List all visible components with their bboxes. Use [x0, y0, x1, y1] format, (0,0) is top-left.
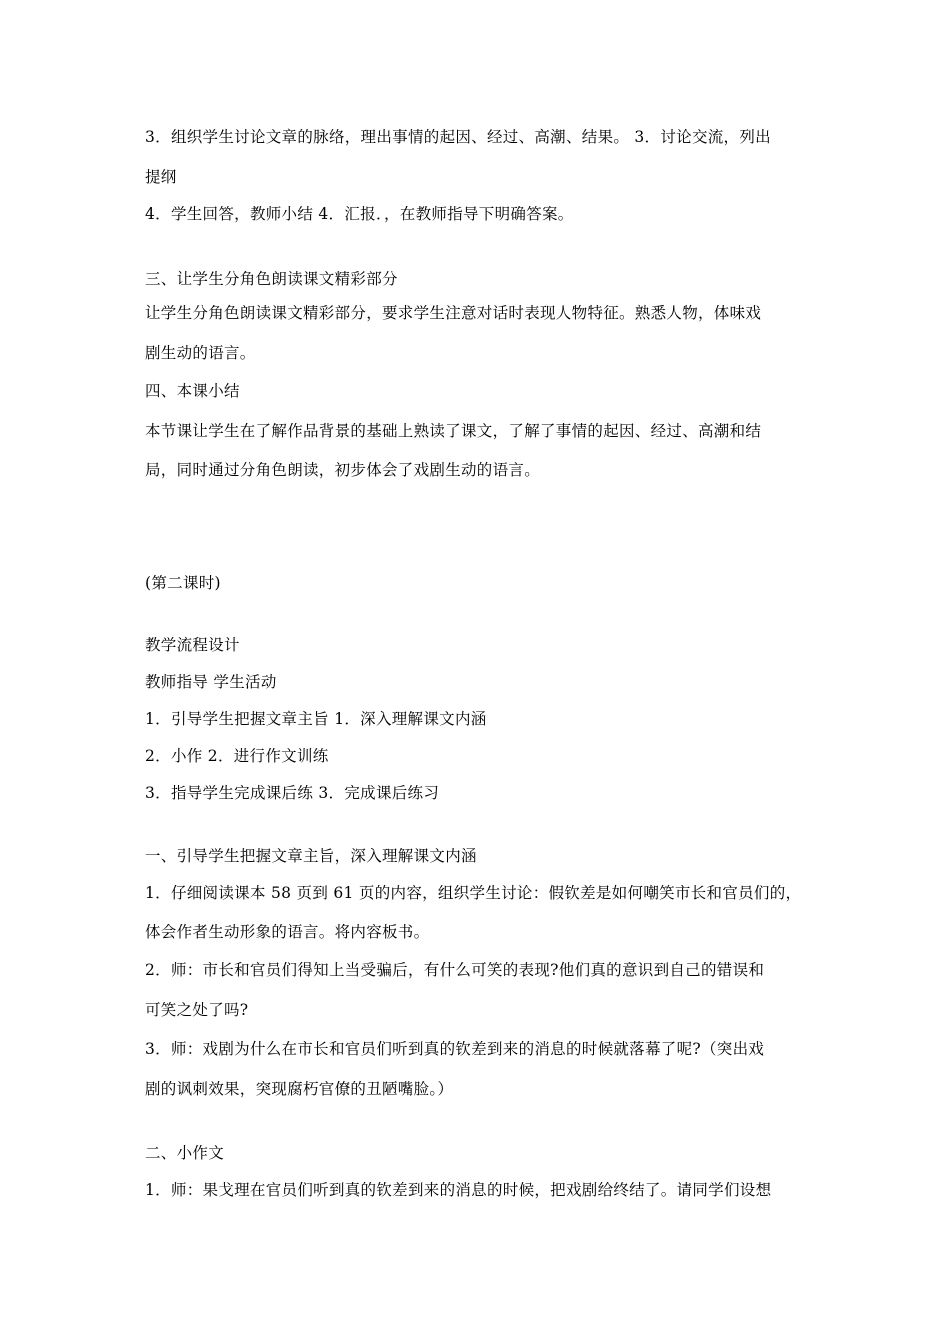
text-line: 可笑之处了吗?	[145, 1001, 249, 1019]
section-heading: 二、小作文	[145, 1144, 225, 1162]
text-line: 提纲	[145, 168, 177, 186]
text-line: 3．组织学生讨论文章的脉络，理出事情的起因、经过、高潮、结果。 3．讨论交流，列出	[145, 128, 771, 146]
text-line: 3．指导学生完成课后练 3．完成课后练习	[145, 784, 440, 802]
section-heading: 教学流程设计	[145, 636, 240, 654]
text-line: 1．引导学生把握文章主旨 1．深入理解课文内涵	[145, 710, 487, 728]
text-line: 1．师：果戈理在官员们听到真的钦差到来的消息的时候，把戏剧给终结了。请同学们设想	[145, 1181, 772, 1199]
text-line: 4．学生回答，教师小结 4．汇报．，在教师指导下明确答案。	[145, 205, 574, 223]
text-line: 3．师：戏剧为什么在市长和官员们听到真的钦差到来的消息的时候就落幕了呢?（突出戏	[145, 1040, 765, 1058]
section-heading: 一、引导学生把握文章主旨，深入理解课文内涵	[145, 847, 477, 865]
text-line: 1．仔细阅读课本 58 页到 61 页的内容，组织学生讨论：假钦差是如何嘲笑市长和官员们的，	[145, 884, 802, 902]
text-line: 局，同时通过分角色朗读，初步体会了戏剧生动的语言。	[145, 461, 541, 479]
section-heading: 三、让学生分角色朗读课文精彩部分	[145, 270, 398, 288]
section-heading: 四、本课小结	[145, 382, 240, 400]
text-line: 剧的讽刺效果，突现腐朽官僚的丑陋嘴脸。）	[145, 1080, 454, 1098]
text-line: 2．师：市长和官员们得知上当受骗后，有什么可笑的表现?他们真的意识到自己的错误和	[145, 961, 765, 979]
text-line: 体会作者生动形象的语言。将内容板书。	[145, 923, 430, 941]
text-line: 剧生动的语言。	[145, 344, 256, 362]
text-line: 本节课让学生在了解作品背景的基础上熟读了课文，了解了事情的起因、经过、高潮和结	[145, 422, 762, 440]
lesson-heading: (第二课时)	[145, 574, 221, 592]
text-line: 教师指导 学生活动	[145, 673, 277, 691]
text-line: 让学生分角色朗读课文精彩部分，要求学生注意对话时表现人物特征。熟悉人物，体味戏	[145, 304, 762, 322]
text-line: 2．小作 2．进行作文训练	[145, 747, 329, 765]
